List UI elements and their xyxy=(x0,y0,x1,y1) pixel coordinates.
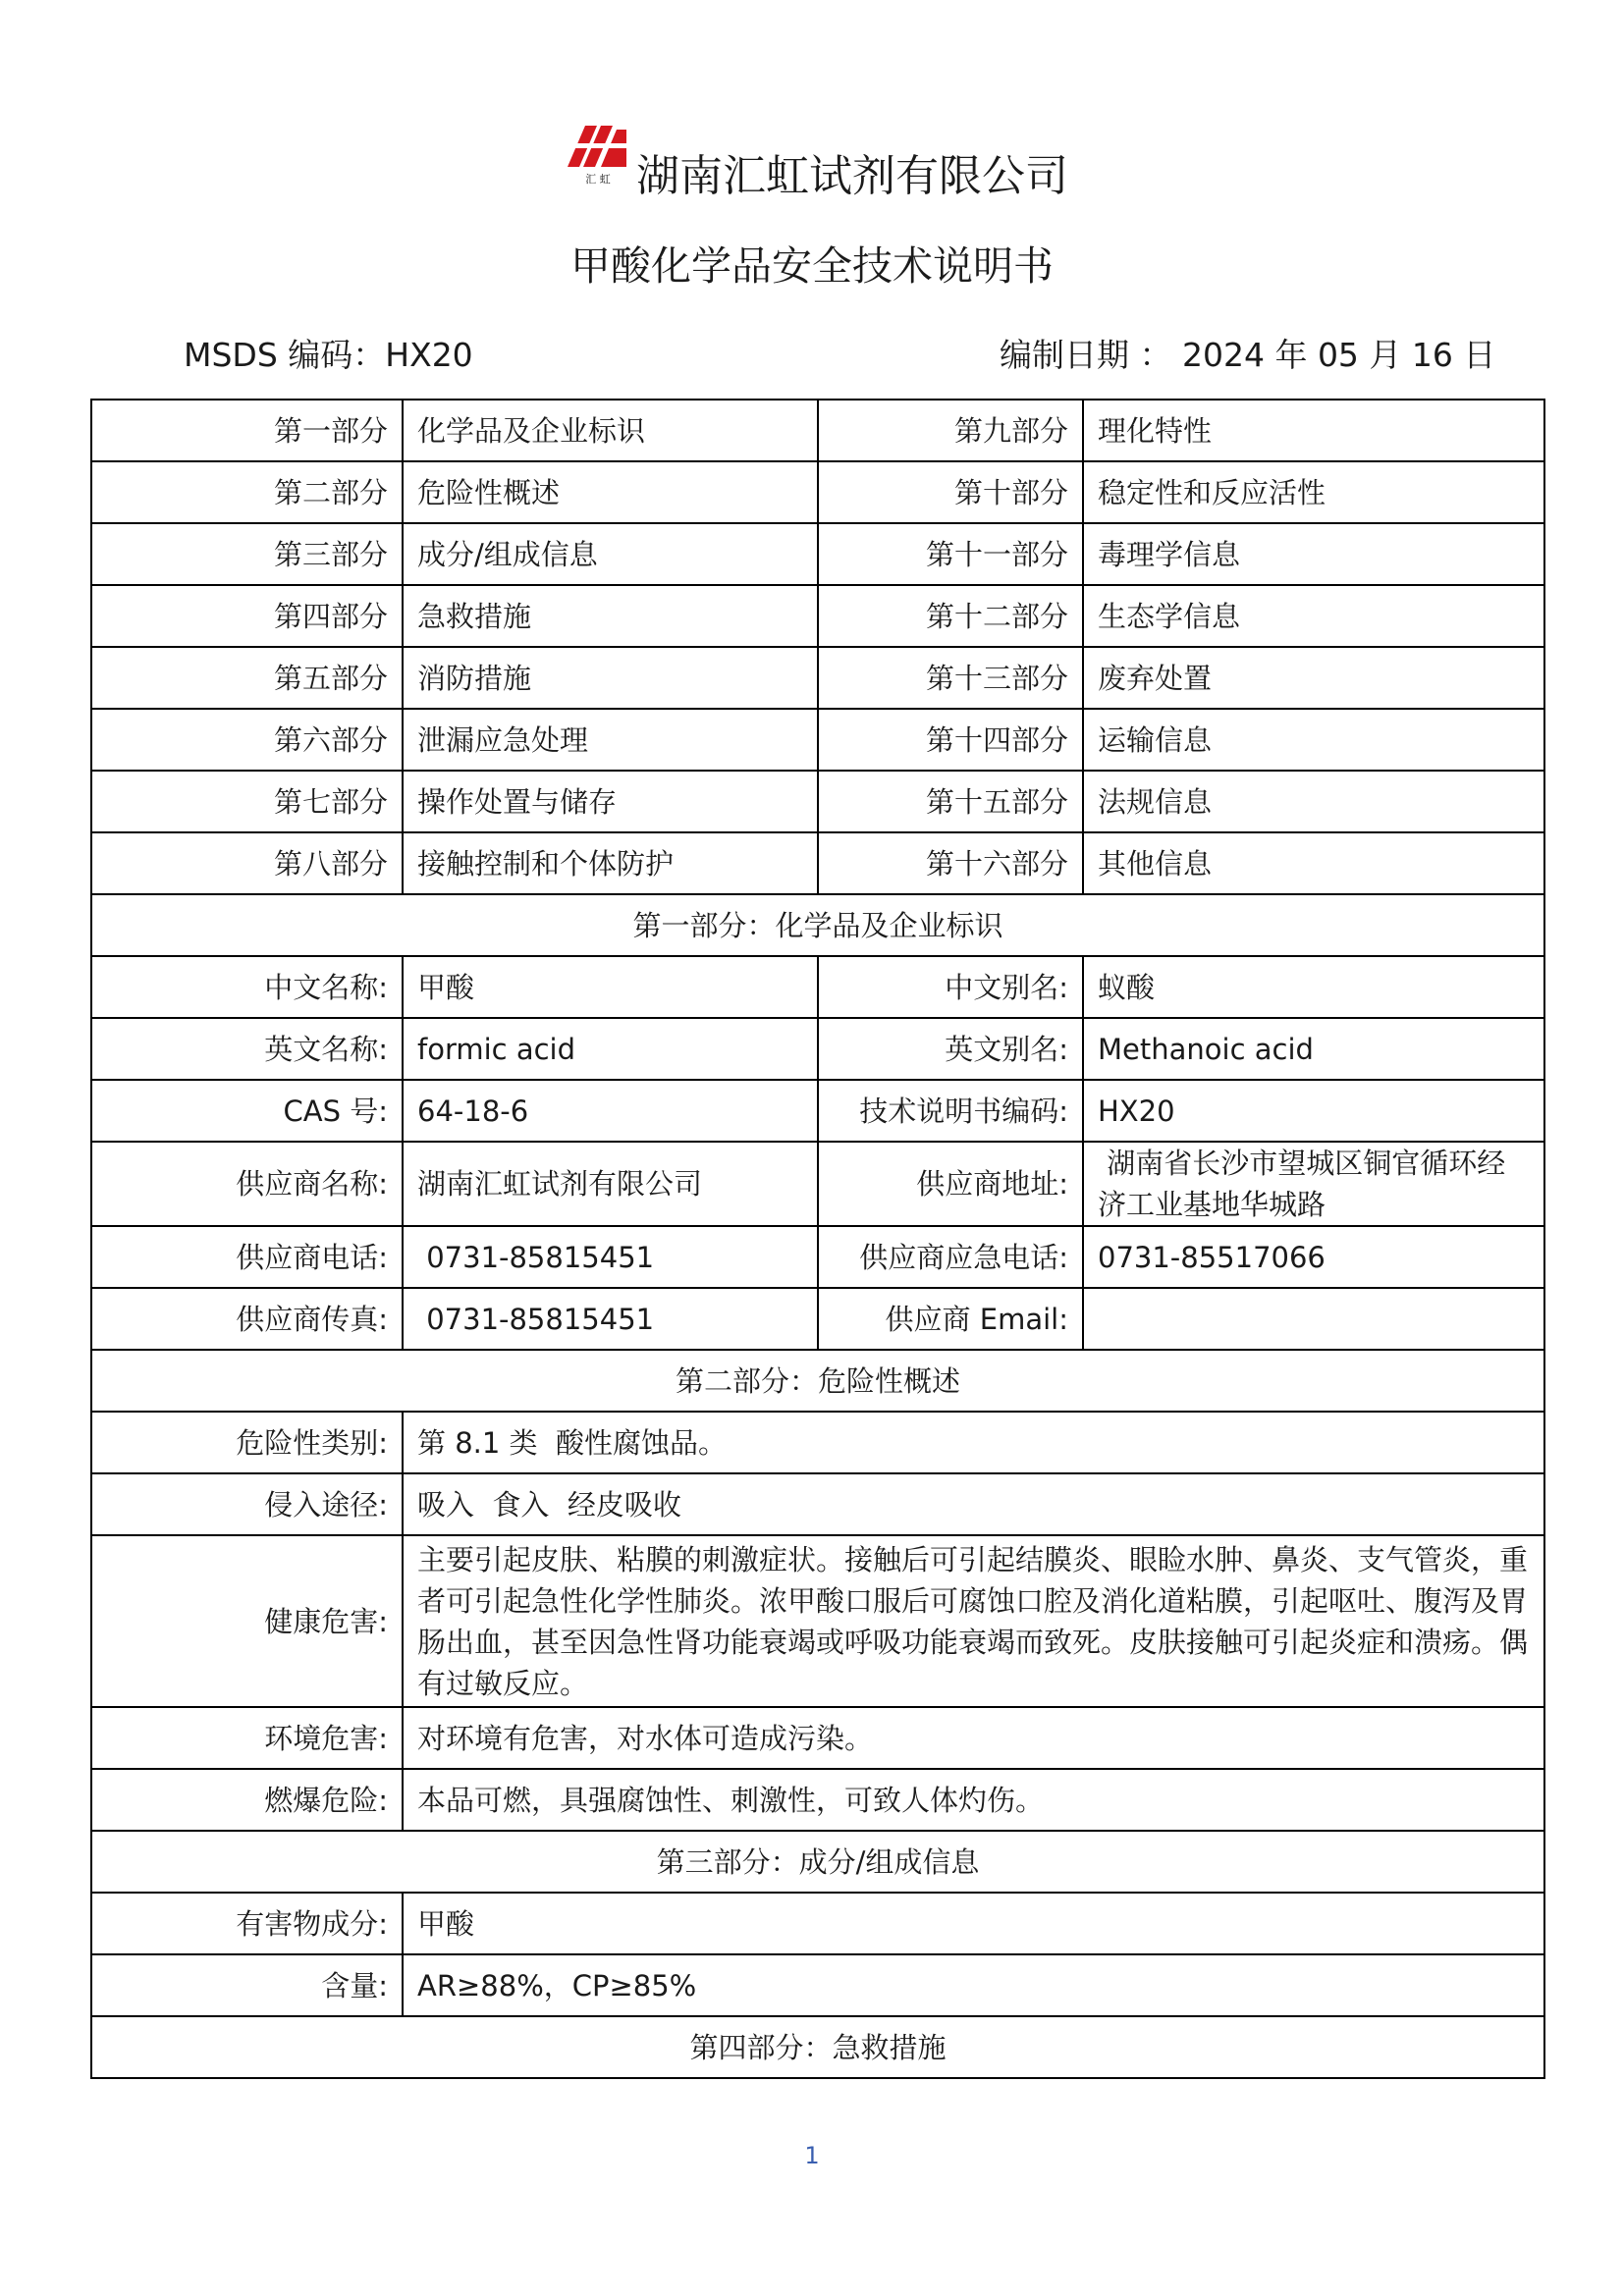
toc-row xyxy=(91,771,1544,832)
field-value: 0731-85815451 xyxy=(403,1226,818,1288)
info-row xyxy=(91,1080,1544,1142)
toc-title-right: 运输信息 xyxy=(1083,709,1544,771)
huihong-logo-icon xyxy=(562,116,634,188)
field-label: 中文名称: xyxy=(91,956,403,1018)
toc-title-left: 化学品及企业标识 xyxy=(403,400,818,461)
info-row xyxy=(91,1535,1544,1707)
msds-code: MSDS 编码：HX20 xyxy=(184,336,473,374)
company-name: 湖南汇虹试剂有限公司 xyxy=(636,151,1068,201)
toc-title-left: 消防措施 xyxy=(403,647,818,709)
section-heading-row xyxy=(91,2016,1544,2078)
toc-title-right: 生态学信息 xyxy=(1083,585,1544,647)
field-value: 吸入 食入 经皮吸收 xyxy=(403,1473,1544,1535)
document-header xyxy=(0,116,1624,204)
field-value: 对环境有危害，对水体可造成污染。 xyxy=(403,1707,1544,1769)
field-label: 英文名称: xyxy=(91,1018,403,1080)
field-label: 供应商名称: xyxy=(91,1142,403,1226)
field-value: AR≥88%，CP≥85% xyxy=(403,1954,1544,2016)
field-label: 环境危害: xyxy=(91,1707,403,1769)
toc-title-right: 其他信息 xyxy=(1083,832,1544,894)
info-row xyxy=(91,1707,1544,1769)
toc-title-left: 危险性概述 xyxy=(403,461,818,523)
field-value: 本品可燃，具强腐蚀性、刺激性，可致人体灼伤。 xyxy=(403,1769,1544,1831)
section3-heading: 第三部分：成分/组成信息 xyxy=(91,1831,1544,1893)
toc-row xyxy=(91,585,1544,647)
field-value: 甲酸 xyxy=(403,1893,1544,1954)
toc-part-right: 第十六部分 xyxy=(818,832,1083,894)
field-label: 含量: xyxy=(91,1954,403,2016)
toc-title-right: 法规信息 xyxy=(1083,771,1544,832)
toc-part-right: 第十五部分 xyxy=(818,771,1083,832)
info-row xyxy=(91,1954,1544,2016)
field-label: 技术说明书编码: xyxy=(818,1080,1083,1142)
toc-part-right: 第十一部分 xyxy=(818,523,1083,585)
field-label: 供应商地址: xyxy=(818,1142,1083,1226)
toc-row xyxy=(91,523,1544,585)
info-row xyxy=(91,1018,1544,1080)
toc-part-right: 第九部分 xyxy=(818,400,1083,461)
field-label: 供应商电话: xyxy=(91,1226,403,1288)
section4-heading: 第四部分：急救措施 xyxy=(91,2016,1544,2078)
field-value: HX20 xyxy=(1083,1080,1544,1142)
toc-part-left: 第八部分 xyxy=(91,832,403,894)
toc-part-left: 第五部分 xyxy=(91,647,403,709)
section-heading-row xyxy=(91,1831,1544,1893)
info-row xyxy=(91,1893,1544,1954)
info-row xyxy=(91,956,1544,1018)
info-row xyxy=(91,1142,1544,1226)
info-row xyxy=(91,1412,1544,1473)
info-row xyxy=(91,1769,1544,1831)
toc-row xyxy=(91,647,1544,709)
toc-part-right: 第十部分 xyxy=(818,461,1083,523)
toc-title-right: 毒理学信息 xyxy=(1083,523,1544,585)
toc-row xyxy=(91,832,1544,894)
field-label: 危险性类别: xyxy=(91,1412,403,1473)
info-row xyxy=(91,1288,1544,1350)
health-hazard-text: 主要引起皮肤、粘膜的刺激症状。接触后可引起结膜炎、眼睑水肿、鼻炎、支气管炎，重者可引起急性化学性肺炎。浓甲酸口服后可腐蚀口腔及消化道粘膜，引起呕吐、腹泻及胃肠出血，甚至因急性肾功能衰竭或呼吸功能衰竭而致死。皮肤接触可引起炎症和溃疡。偶有过敏反应。 xyxy=(403,1535,1544,1707)
field-label: 供应商 Email: xyxy=(818,1288,1083,1350)
toc-title-left: 急救措施 xyxy=(403,585,818,647)
toc-part-left: 第三部分 xyxy=(91,523,403,585)
field-value: 0731-85517066 xyxy=(1083,1226,1544,1288)
msds-table xyxy=(90,399,1545,2079)
field-value: 蚁酸 xyxy=(1083,956,1544,1018)
toc-row xyxy=(91,400,1544,461)
field-value: 64-18-6 xyxy=(403,1080,818,1142)
field-value xyxy=(1083,1288,1544,1350)
field-value: 0731-85815451 xyxy=(403,1288,818,1350)
toc-part-left: 第四部分 xyxy=(91,585,403,647)
field-label: 中文别名: xyxy=(818,956,1083,1018)
field-label: 供应商传真: xyxy=(91,1288,403,1350)
toc-part-left: 第六部分 xyxy=(91,709,403,771)
toc-row xyxy=(91,709,1544,771)
field-label: CAS 号: xyxy=(91,1080,403,1142)
field-value: 湖南汇虹试剂有限公司 xyxy=(403,1142,818,1226)
page-number: 1 xyxy=(804,2142,820,2169)
field-label: 燃爆危险: xyxy=(91,1769,403,1831)
toc-title-left: 成分/组成信息 xyxy=(403,523,818,585)
field-value: 第 8.1 类 酸性腐蚀品。 xyxy=(403,1412,1544,1473)
logo-text: 汇 虹 xyxy=(585,173,611,186)
field-label: 侵入途径: xyxy=(91,1473,403,1535)
supplier-address: 湖南省长沙市望城区铜官循环经济工业基地华城路 xyxy=(1083,1142,1544,1226)
section1-heading: 第一部分：化学品及企业标识 xyxy=(91,894,1544,956)
field-label: 供应商应急电话: xyxy=(818,1226,1083,1288)
toc-part-right: 第十四部分 xyxy=(818,709,1083,771)
field-value: Methanoic acid xyxy=(1083,1018,1544,1080)
field-label: 健康危害: xyxy=(91,1535,403,1707)
info-row xyxy=(91,1473,1544,1535)
toc-title-right: 稳定性和反应活性 xyxy=(1083,461,1544,523)
toc-part-left: 第七部分 xyxy=(91,771,403,832)
toc-title-left: 操作处置与储存 xyxy=(403,771,818,832)
toc-part-left: 第一部分 xyxy=(91,400,403,461)
toc-title-right: 理化特性 xyxy=(1083,400,1544,461)
toc-row xyxy=(91,461,1544,523)
field-value: 甲酸 xyxy=(403,956,818,1018)
field-value: formic acid xyxy=(403,1018,818,1080)
field-label: 英文别名: xyxy=(818,1018,1083,1080)
toc-part-left: 第二部分 xyxy=(91,461,403,523)
toc-part-right: 第十三部分 xyxy=(818,647,1083,709)
info-row xyxy=(91,1226,1544,1288)
toc-title-right: 废弃处置 xyxy=(1083,647,1544,709)
field-label: 有害物成分: xyxy=(91,1893,403,1954)
toc-title-left: 泄漏应急处理 xyxy=(403,709,818,771)
toc-title-left: 接触控制和个体防护 xyxy=(403,832,818,894)
section2-heading: 第二部分：危险性概述 xyxy=(91,1350,1544,1412)
section-heading-row xyxy=(91,1350,1544,1412)
document-title: 甲酸化学品安全技术说明书 xyxy=(570,242,1054,290)
toc-part-right: 第十二部分 xyxy=(818,585,1083,647)
section-heading-row xyxy=(91,894,1544,956)
compile-date: 编制日期 ： 2024 年 05 月 16 日 xyxy=(1000,336,1496,374)
